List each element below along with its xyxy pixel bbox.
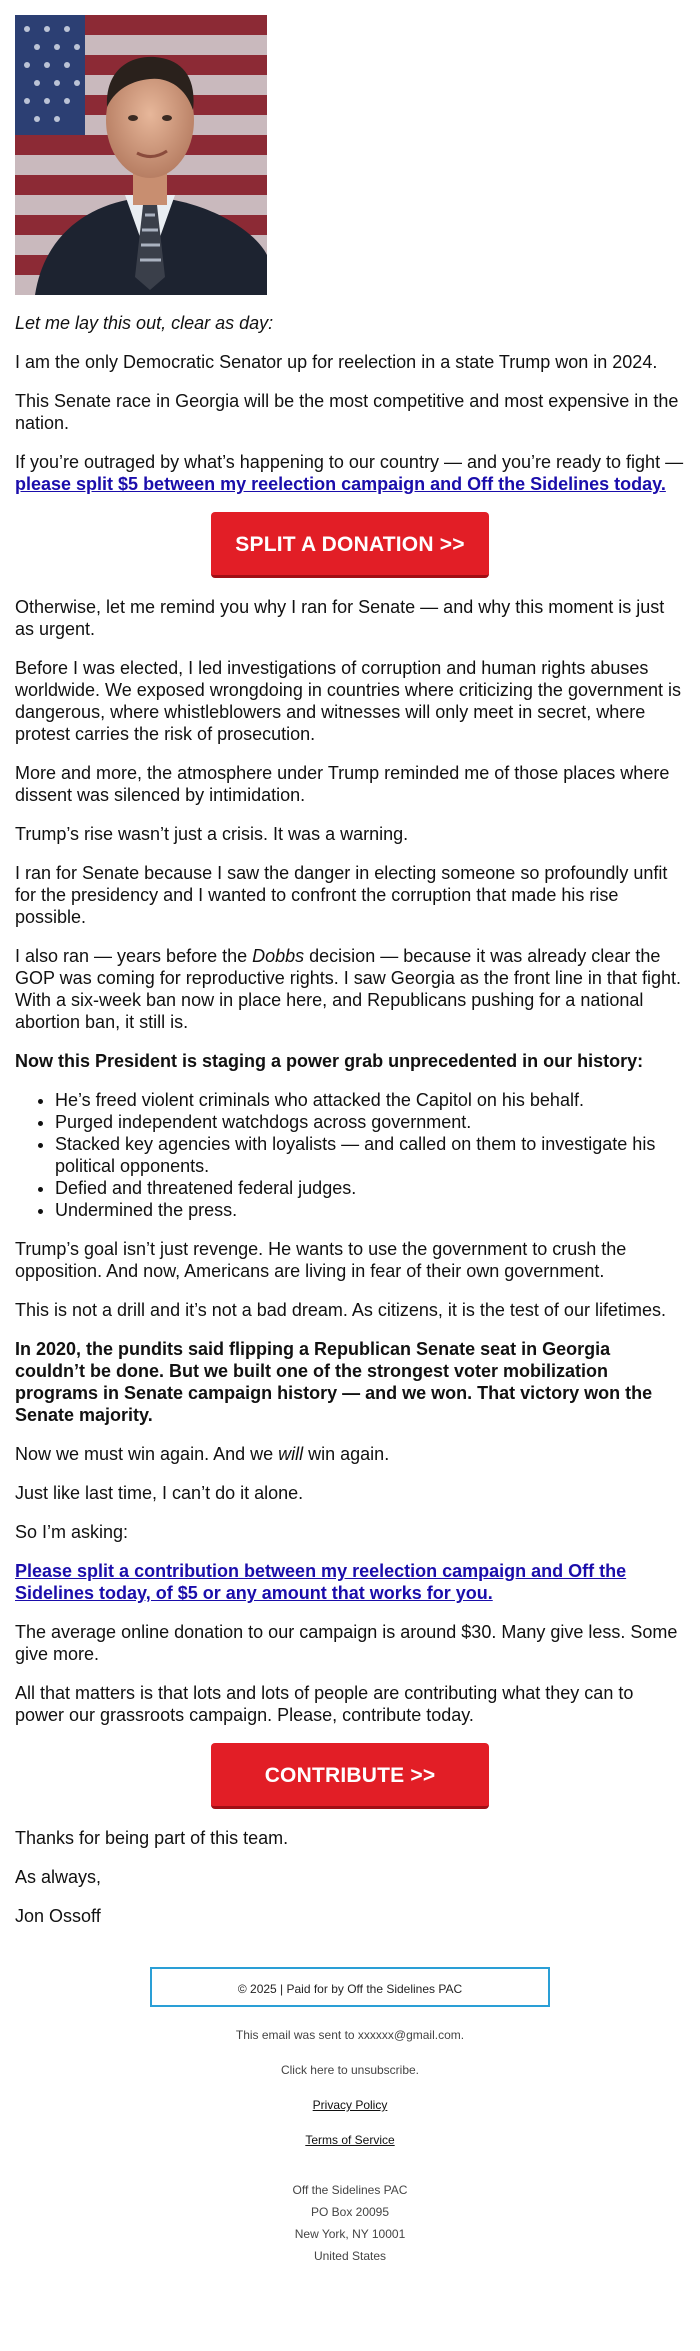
paragraph-outraged: [15, 451, 685, 495]
paragraph-thanks: Thanks for being part of this team.: [15, 1828, 289, 1848]
mailing-address: [15, 2179, 685, 2267]
intro-line: Let me lay this out, clear as day:: [15, 313, 274, 333]
paragraph-dobbs: [15, 945, 685, 1033]
paragraph-split-contribution: [15, 1560, 685, 1604]
list-item: • Stacked key agencies with loyalists — and called on them to investigate his political opponents.: [55, 1133, 685, 1177]
portrait-graphic: [15, 15, 267, 295]
sent-to-line: [15, 2028, 685, 2042]
win-again-text-b: win again.: [303, 1444, 390, 1464]
paragraph-warning: Trump’s rise wasn’t just a crisis. It was a warning.: [15, 824, 409, 844]
donate-button-row: [15, 512, 685, 578]
split-five-link[interactable]: please split $5 between my reelection campaign and Off the Sidelines today.: [15, 474, 666, 494]
paragraph-only-democrat: I am the only Democratic Senator up for reelection in a state Trump won in 2024.: [15, 352, 658, 372]
sent-to-prefix: This email was sent to: [235, 2028, 358, 2042]
address-line: Off the Sidelines PAC: [292, 2183, 408, 2197]
dobbs-text-a: I also ran — years before the: [15, 946, 253, 966]
paragraph-georgia-race: This Senate race in Georgia will be the most competitive and most expensive in the nation.: [15, 391, 679, 433]
paragraph-average-donation: The average online donation to our campaign is around $30. Many give less. Some give more.: [15, 1622, 678, 1664]
list-item: • Defied and threatened federal judges.: [55, 1177, 685, 1199]
contribute-button-row: [15, 1743, 685, 1809]
unsubscribe-link[interactable]: Click here to unsubscribe.: [280, 2063, 420, 2077]
paragraph-ran-for-senate: I ran for Senate because I saw the danger in electing someone so profoundly unfit for the presidency and I wanted to confront the corruption that made his rise possible.: [15, 863, 668, 927]
footer: [15, 1967, 685, 2267]
paragraph-atmosphere: More and more, the atmosphere under Trump reminded me of those places where dissent was silenced by intimidation.: [15, 763, 670, 805]
dobbs-emphasis: Dobbs: [252, 946, 305, 966]
paragraph-investigations: Before I was elected, I led investigations of corruption and human rights abuses worldwide. We exposed wrongdoing in countries where criticizing the government is dangerous, where whistleblowers and witnesses will only meet in secret, where protest carries the risk of prosecution.: [15, 658, 681, 744]
paragraph-remind: Otherwise, let me remind you why I ran for Senate — and why this moment is just as urgent.: [15, 597, 665, 639]
paragraph-all-that-matters: All that matters is that lots and lots of people are contributing what they can to power our grassroots campaign. Please, contribute today.: [15, 1683, 634, 1725]
list-item: • Undermined the press.: [55, 1199, 685, 1221]
paragraph-power-grab: Now this President is staging a power grab unprecedented in our history:: [15, 1051, 644, 1071]
address-line: PO Box 20095: [310, 2205, 390, 2219]
privacy-policy-link[interactable]: Privacy Policy: [312, 2098, 388, 2112]
paragraph-cant-alone: Just like last time, I can’t do it alone.: [15, 1483, 304, 1503]
list-item: • He’s freed violent criminals who attacked the Capitol on his behalf.: [55, 1089, 685, 1111]
dobbs-text-b: decision — because it was already clear the GOP was coming for reproductive rights. I saw Georgia as the front line in that fight. With a six-week ban now in place here, and Republicans pushing for a national abortion ban, it still is.: [15, 946, 681, 1032]
paragraph-win-again: [15, 1443, 685, 1465]
sent-to-suffix: .: [460, 2028, 465, 2042]
contribute-button[interactable]: CONTRIBUTE >>: [211, 1743, 489, 1809]
split-contribution-link[interactable]: Please split a contribution between my reelection campaign and Off the Sidelines today, of $5 or any amount that works for you.: [15, 1561, 627, 1603]
address-line: United States: [313, 2249, 387, 2263]
paid-for-box: © 2025 | Paid for by Off the Sidelines PAC: [150, 1967, 550, 2007]
hero-image: [15, 15, 267, 295]
terms-of-service-link[interactable]: Terms of Service: [305, 2133, 395, 2147]
paragraph-asking: So I’m asking:: [15, 1522, 129, 1542]
outraged-text: If you’re outraged by what’s happening to our country — and you’re ready to fight —: [15, 452, 684, 472]
paragraph-as-always: As always,: [15, 1867, 102, 1887]
signature: Jon Ossoff: [15, 1906, 101, 1926]
win-again-text-a: Now we must win again. And we: [15, 1444, 279, 1464]
address-line: New York, NY 10001: [294, 2227, 406, 2241]
list-item: • Purged independent watchdogs across government.: [55, 1111, 685, 1133]
split-donation-button[interactable]: SPLIT A DONATION >>: [211, 512, 489, 578]
win-again-emphasis: will: [278, 1444, 304, 1464]
paragraph-2020: In 2020, the pundits said flipping a Republican Senate seat in Georgia couldn’t be done. But we built one of the strongest voter mobilization programs in Senate campaign history — and we won. That victory won the Senate majority.: [15, 1339, 653, 1425]
sent-to-email: xxxxxx@gmail.com: [357, 2028, 461, 2042]
paragraph-revenge: Trump’s goal isn’t just revenge. He wants to use the government to crush the opposition. And now, Americans are living in fear of their own government.: [15, 1239, 627, 1281]
paragraph-not-a-drill: This is not a drill and it’s not a bad dream. As citizens, it is the test of our lifetimes.: [15, 1300, 666, 1320]
power-grab-list: [15, 1089, 685, 1221]
